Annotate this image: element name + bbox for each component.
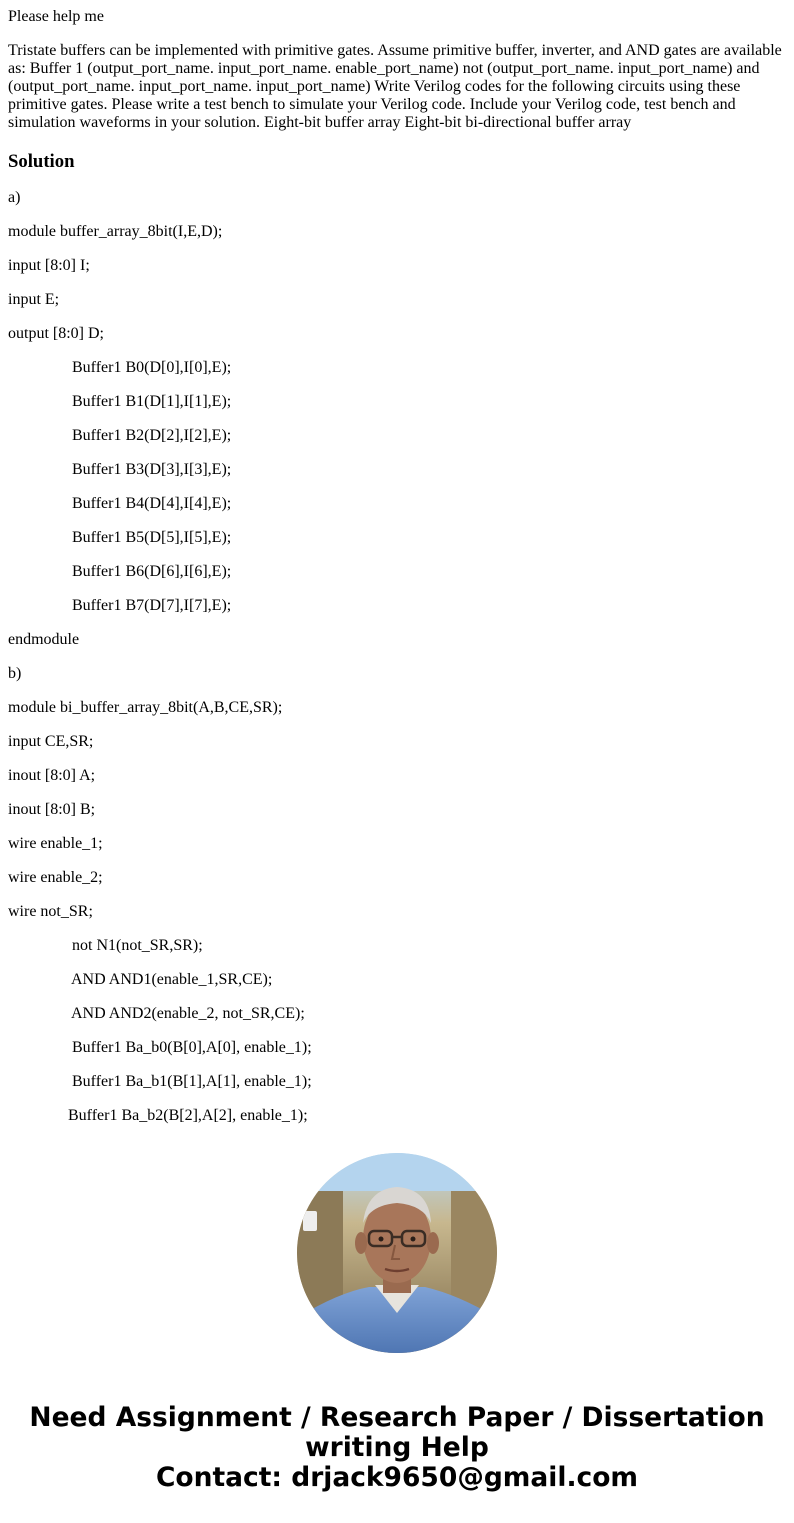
code-line: Buffer1 B4(D[4],I[4],E); [72,495,232,512]
code-line: Buffer1 B2(D[2],I[2],E); [72,427,232,444]
code-line: Buffer1 B0(D[0],I[0],E); [72,359,232,376]
code-line: Buffer1 B1(D[1],I[1],E); [72,393,232,410]
code-line: output [8:0] D; [8,325,104,342]
code-line: input [8:0] I; [8,257,90,274]
code-line: wire enable_2; [8,869,103,886]
promo-contact: Contact: drjack9650@gmail.com [155,1462,639,1493]
code-line: wire not_SR; [8,903,93,920]
code-line: AND AND1(enable_1,SR,CE); [71,971,273,988]
code-line: Buffer1 Ba_b1(B[1],A[1], enable_1); [72,1073,312,1090]
code-line: Buffer1 B3(D[3],I[3],E); [72,461,232,478]
document-content [8,0,786,1127]
code-line: inout [8:0] B; [8,801,96,818]
code-line: inout [8:0] A; [8,767,96,784]
code-line: Buffer1 B6(D[6],I[6],E); [72,563,232,580]
code-line: b) [8,665,22,682]
intro-text: Please help me [8,8,104,25]
code-line: AND AND2(enable_2, not_SR,CE); [71,1005,305,1022]
code-line: input CE,SR; [8,733,94,750]
code-line: Buffer1 Ba_b2(B[2],A[2], enable_1); [68,1107,308,1124]
code-line: Buffer1 B5(D[5],I[5],E); [72,529,232,546]
solution-heading: Solution [8,151,75,172]
promo-line-1: Need Assignment / Research Paper / Dissertation [29,1402,765,1433]
code-line: input E; [8,291,60,308]
promo-text [0,1403,794,1493]
code-line: Buffer1 B7(D[7],I[7],E); [72,597,232,614]
solution-code [8,189,786,1127]
code-line: not N1(not_SR,SR); [72,937,203,954]
avatar [297,1153,497,1353]
code-line: wire enable_1; [8,835,103,852]
promo-line-2: writing Help [305,1432,489,1463]
code-line: module bi_buffer_array_8bit(A,B,CE,SR); [8,699,283,716]
code-line: Buffer1 Ba_b0(B[0],A[0], enable_1); [72,1039,312,1056]
code-line: endmodule [8,631,80,648]
promo-banner [0,1127,794,1523]
question-text: Tristate buffers can be implemented with primitive gates. Assume primitive buffer, inverter, and AND gates are available as: Buffer 1 (output_port_name. input_port_name. enable_port_name) not (output_port_name. input_port_name) and (output_port_name. input_port_name. input_port_name) Write Verilog codes for the following circuits using these primitive gates. Please write a test bench to simulate your Verilog code. Include your Verilog code, test bench and simulation waveforms in your solution. Eight-bit buffer array Eight-bit bi-directional buffer array [8,42,782,131]
code-line: module buffer_array_8bit(I,E,D); [8,223,223,240]
code-line: a) [8,189,21,206]
person-photo-icon [297,1153,497,1353]
